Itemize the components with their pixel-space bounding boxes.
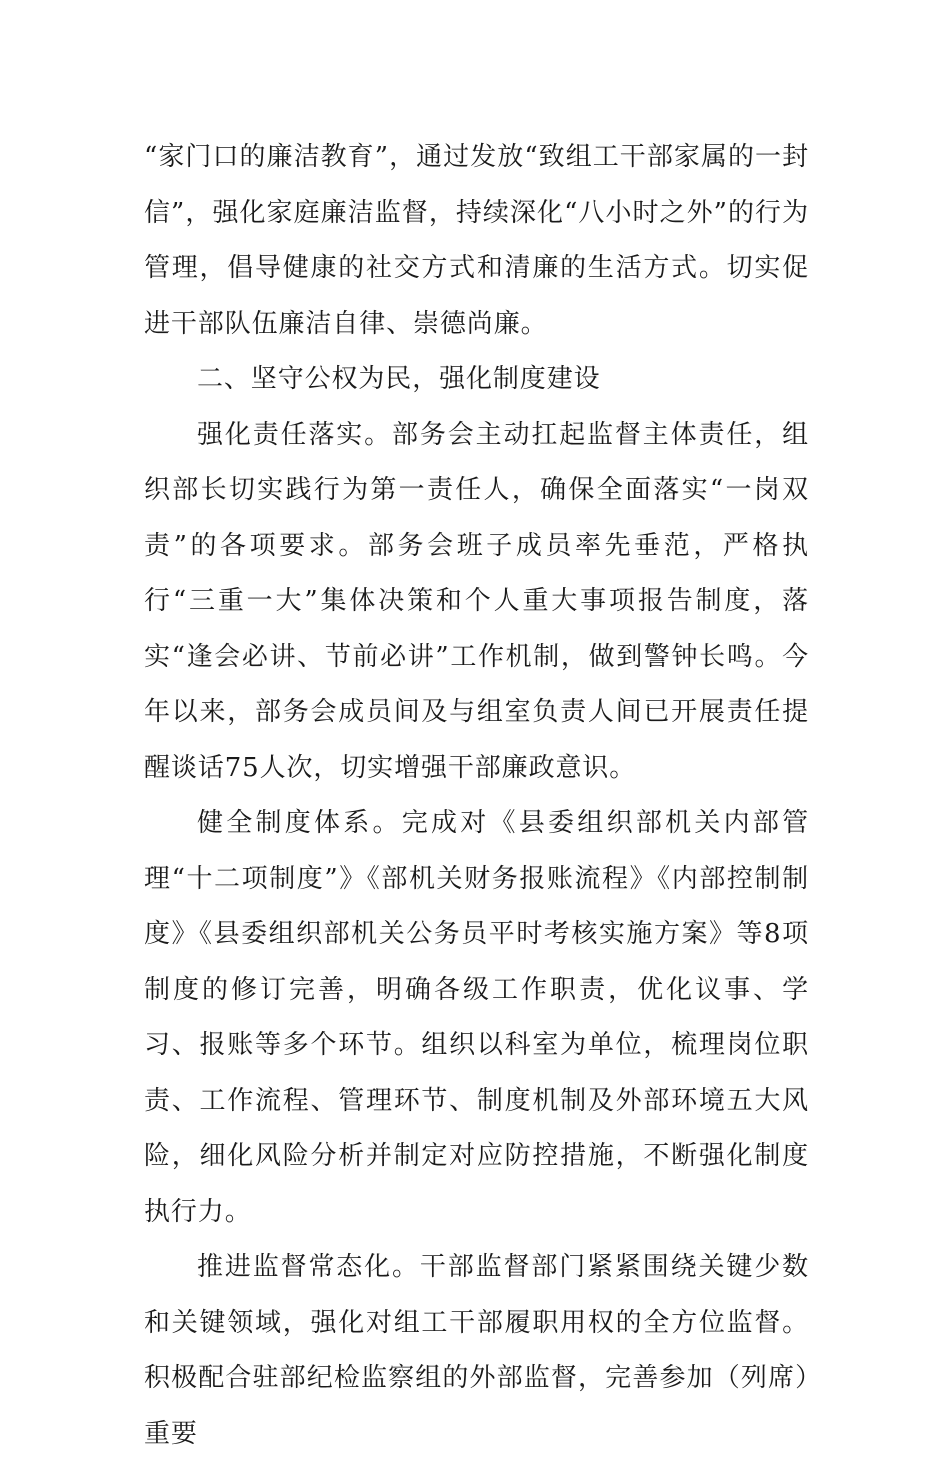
- section-heading-2: 二、坚守公权为民，强化制度建设: [197, 364, 601, 394]
- paragraph-supervision: 推进监督常态化。干部监督部门紧紧围绕关键少数和关键领域，强化对组工干部履职用权的全方位监督。积极配合驻部纪检监察组的外部监督，完善参加（列席）重要: [144, 1252, 809, 1449]
- document-body: [144, 130, 809, 1462]
- paragraph-system-building: 健全制度体系。完成对《县委组织部机关内部管理“十二项制度”》《部机关财务报账流程》《内部控制制度》《县委组织部机关公务员平时考核实施方案》等8项制度的修订完善，明确各级工作职责，优化议事、学习、报账等多个环节。组织以科室为单位，梳理岗位职责、工作流程、管理环节、制度机制及外部环境五大风险，细化风险分析并制定对应防控措施，不断强化制度执行力。: [144, 808, 809, 1227]
- paragraph-responsibility: 强化责任落实。部务会主动扛起监督主体责任，组织部长切实践行为第一责任人，确保全面落实“一岗双责”的各项要求。部务会班子成员率先垂范，严格执行“三重一大”集体决策和个人重大事项报告制度，落实“逢会必讲、节前必讲”工作机制，做到警钟长鸣。今年以来，部务会成员间及与组室负责人间已开展责任提醒谈话75人次，切实增强干部廉政意识。: [144, 419, 809, 783]
- paragraph-family-integrity: “家门口的廉洁教育”，通过发放“致组工干部家属的一封信”，强化家庭廉洁监督，持续深化“八小时之外”的行为管理，倡导健康的社交方式和清廉的生活方式。切实促进干部队伍廉洁自律、崇德尚廉。: [144, 142, 809, 339]
